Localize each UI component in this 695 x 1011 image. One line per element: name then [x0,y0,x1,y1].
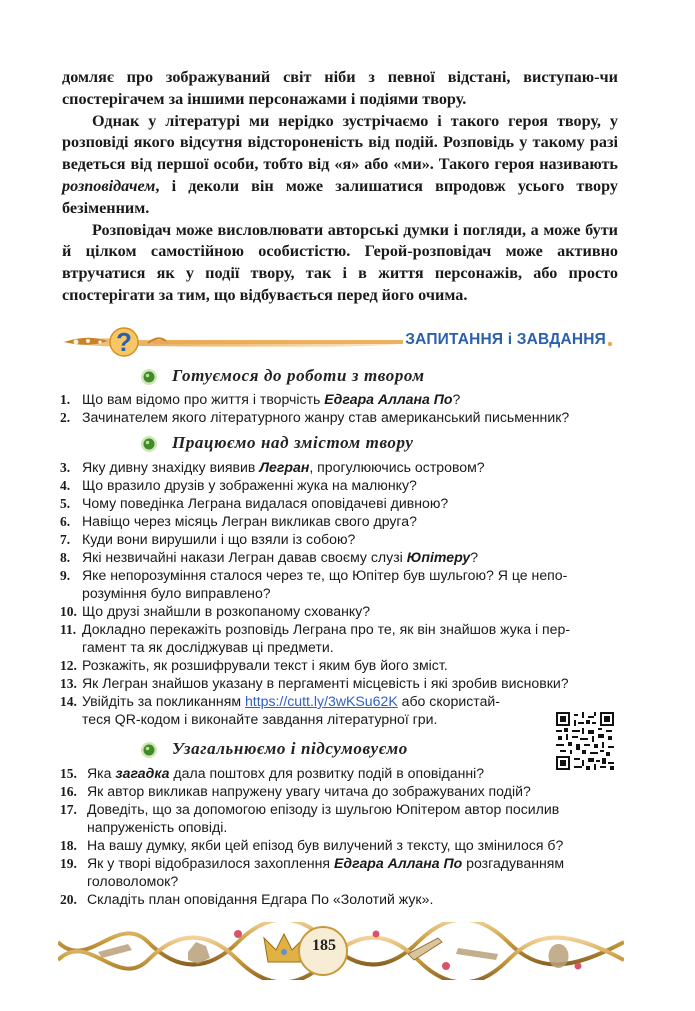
author-name: Едгара Аллана По [324,391,453,407]
question-text-line-2: головоломок? [87,872,179,889]
green-bullet-icon [140,368,158,386]
question-text: Що друзі знайшли в розкопаному схованку? [82,603,371,619]
green-bullet-icon [140,435,158,453]
question-number: 11. [60,622,77,637]
question-number: 15. [60,766,77,781]
question-number: 20. [60,892,77,907]
question-text-line-2: теся QR-кодом і виконайте завдання літературної гри. [82,710,438,727]
section-title: Працюємо над змістом твору [172,433,414,452]
question-text: Що вам відомо про життя і творчість [82,391,325,407]
qr-code[interactable] [556,712,614,770]
question-text-line-1: Доведіть, що за допомогою епізоду із шульгою Юпітером автор посилив [87,801,560,817]
question-text-line-1: Яке непорозуміння сталося через те, що Юпітер був шульгою? Я це непо- [82,567,568,583]
author-name: Едгара Аллана По [334,855,463,871]
question-number: 12. [60,658,77,673]
question-text: Що вразило друзів у зображенні жука на малюнку? [82,477,417,493]
question-number: 18. [60,838,77,853]
question-text-line-2: напруженість оповіді. [87,818,228,835]
question-text: Як автор викликав напружену увагу читача до зображуваних подій? [87,783,531,799]
question-number: 9. [60,568,71,583]
question-text: Увійдіть за покликанням [82,693,245,709]
game-link[interactable]: https://cutt.ly/3wKSu62K [244,693,398,709]
question-text: Як у творі відобразилося захоплення [87,855,334,871]
question-text-end: або скористай- [397,693,500,709]
question-number: 4. [60,478,71,493]
question-number: 14. [60,694,77,709]
question-number: 8. [60,550,71,565]
intro-text [62,67,618,307]
question-text: Як Легран знайшов указану в пергаменті місцевість і які зробив висновки? [82,675,569,691]
question-text: Навіщо через місяць Легран викликав свого друга? [82,513,417,529]
question-text: Розкажіть, як розшифрували текст і яким був його зміст. [82,657,448,673]
section-title: Узагальнюємо і підсумовуємо [172,739,408,758]
question-number: 13. [60,676,77,691]
character-name: Легран [259,459,310,475]
intro-p2-a: Однак у літературі ми нерідко зустрічаємо і такого героя твору, у розповіді якого відсутня відстороненість від подій. Розповідь у такому разі ведеться від першої особи, тобто від «я» або «ми». Такого героя називають [62,111,618,174]
question-mark-icon: ? [116,327,132,357]
question-number: 1. [60,392,71,407]
question-text-line-2: розуміння було виправлено? [82,584,271,601]
question-text-end: , прогулюючись островом? [309,459,485,475]
question-text: Куди вони вирушили і що взяли із собою? [82,531,356,547]
question-text-end: розгадуванням [462,855,565,871]
question-text-line-2: гамент та як досліджував ці предмети. [82,638,334,655]
question-text: Чому поведінка Леграна видалася оповідачеві дивною? [82,495,449,511]
question-number: 19. [60,856,77,871]
character-name: Юпітеру [406,549,471,565]
gold-crown-icon [264,934,304,962]
question-text: Складіть план оповідання Едгара По «Золотий жук». [87,891,434,907]
question-number: 10. [60,604,77,619]
question-text: Яка [87,765,116,781]
question-number: 2. [60,410,71,425]
section-title: Готуємося до роботи з твором [172,366,425,385]
intro-paragraph-2 [62,111,618,220]
question-number: 3. [60,460,71,475]
green-bullet-icon [140,741,158,759]
questions-banner [58,322,618,358]
question-text: Яку дивну знахідку виявив [82,459,260,475]
intro-p2-b: , і деколи він може залишатися впродовж усього твору безіменним. [62,176,618,217]
question-text-end: дала поштовх для розвитку подій в оповіданні? [169,765,485,781]
question-text-line-1: Докладно перекажіть розповідь Леграна про те, як він знайшов жука і пер- [82,621,571,637]
question-number: 17. [60,802,77,817]
question-text-end: ? [470,549,479,565]
question-number: 16. [60,784,77,799]
intro-paragraph-1: домляє про зображуваний світ ніби з певної відстані, виступаю-чи спостерігачем за іншими персонажами і подіями твору. [62,68,618,108]
page-number: 185 [312,937,336,954]
intro-paragraph-3: Розповідач може висловлювати авторські думки і погляди, а може бути й цілком самостійною особистістю. Герой-розповідач може активно втручатися як у події твору, так і в життя персонажів, або просто спостерігати за тим, що відбувається перед його очима. [62,220,618,304]
question-text: Зачинателем якого літературного жанру став американський письменник? [82,409,570,425]
question-number: 7. [60,532,71,547]
question-text: Які незвичайні накази Легран давав своєму слузі [82,549,407,565]
question-text: На вашу думку, якби цей епізод був вилучений з тексту, що змінилося б? [87,837,564,853]
riddle-term: загадка [115,765,170,781]
narrator-term: розповідачем [62,176,156,195]
question-text-end: ? [452,391,461,407]
question-number: 6. [60,514,71,529]
question-number: 5. [60,496,71,511]
banner-title: ЗАПИТАННЯ і ЗАВДАННЯ [405,331,606,348]
